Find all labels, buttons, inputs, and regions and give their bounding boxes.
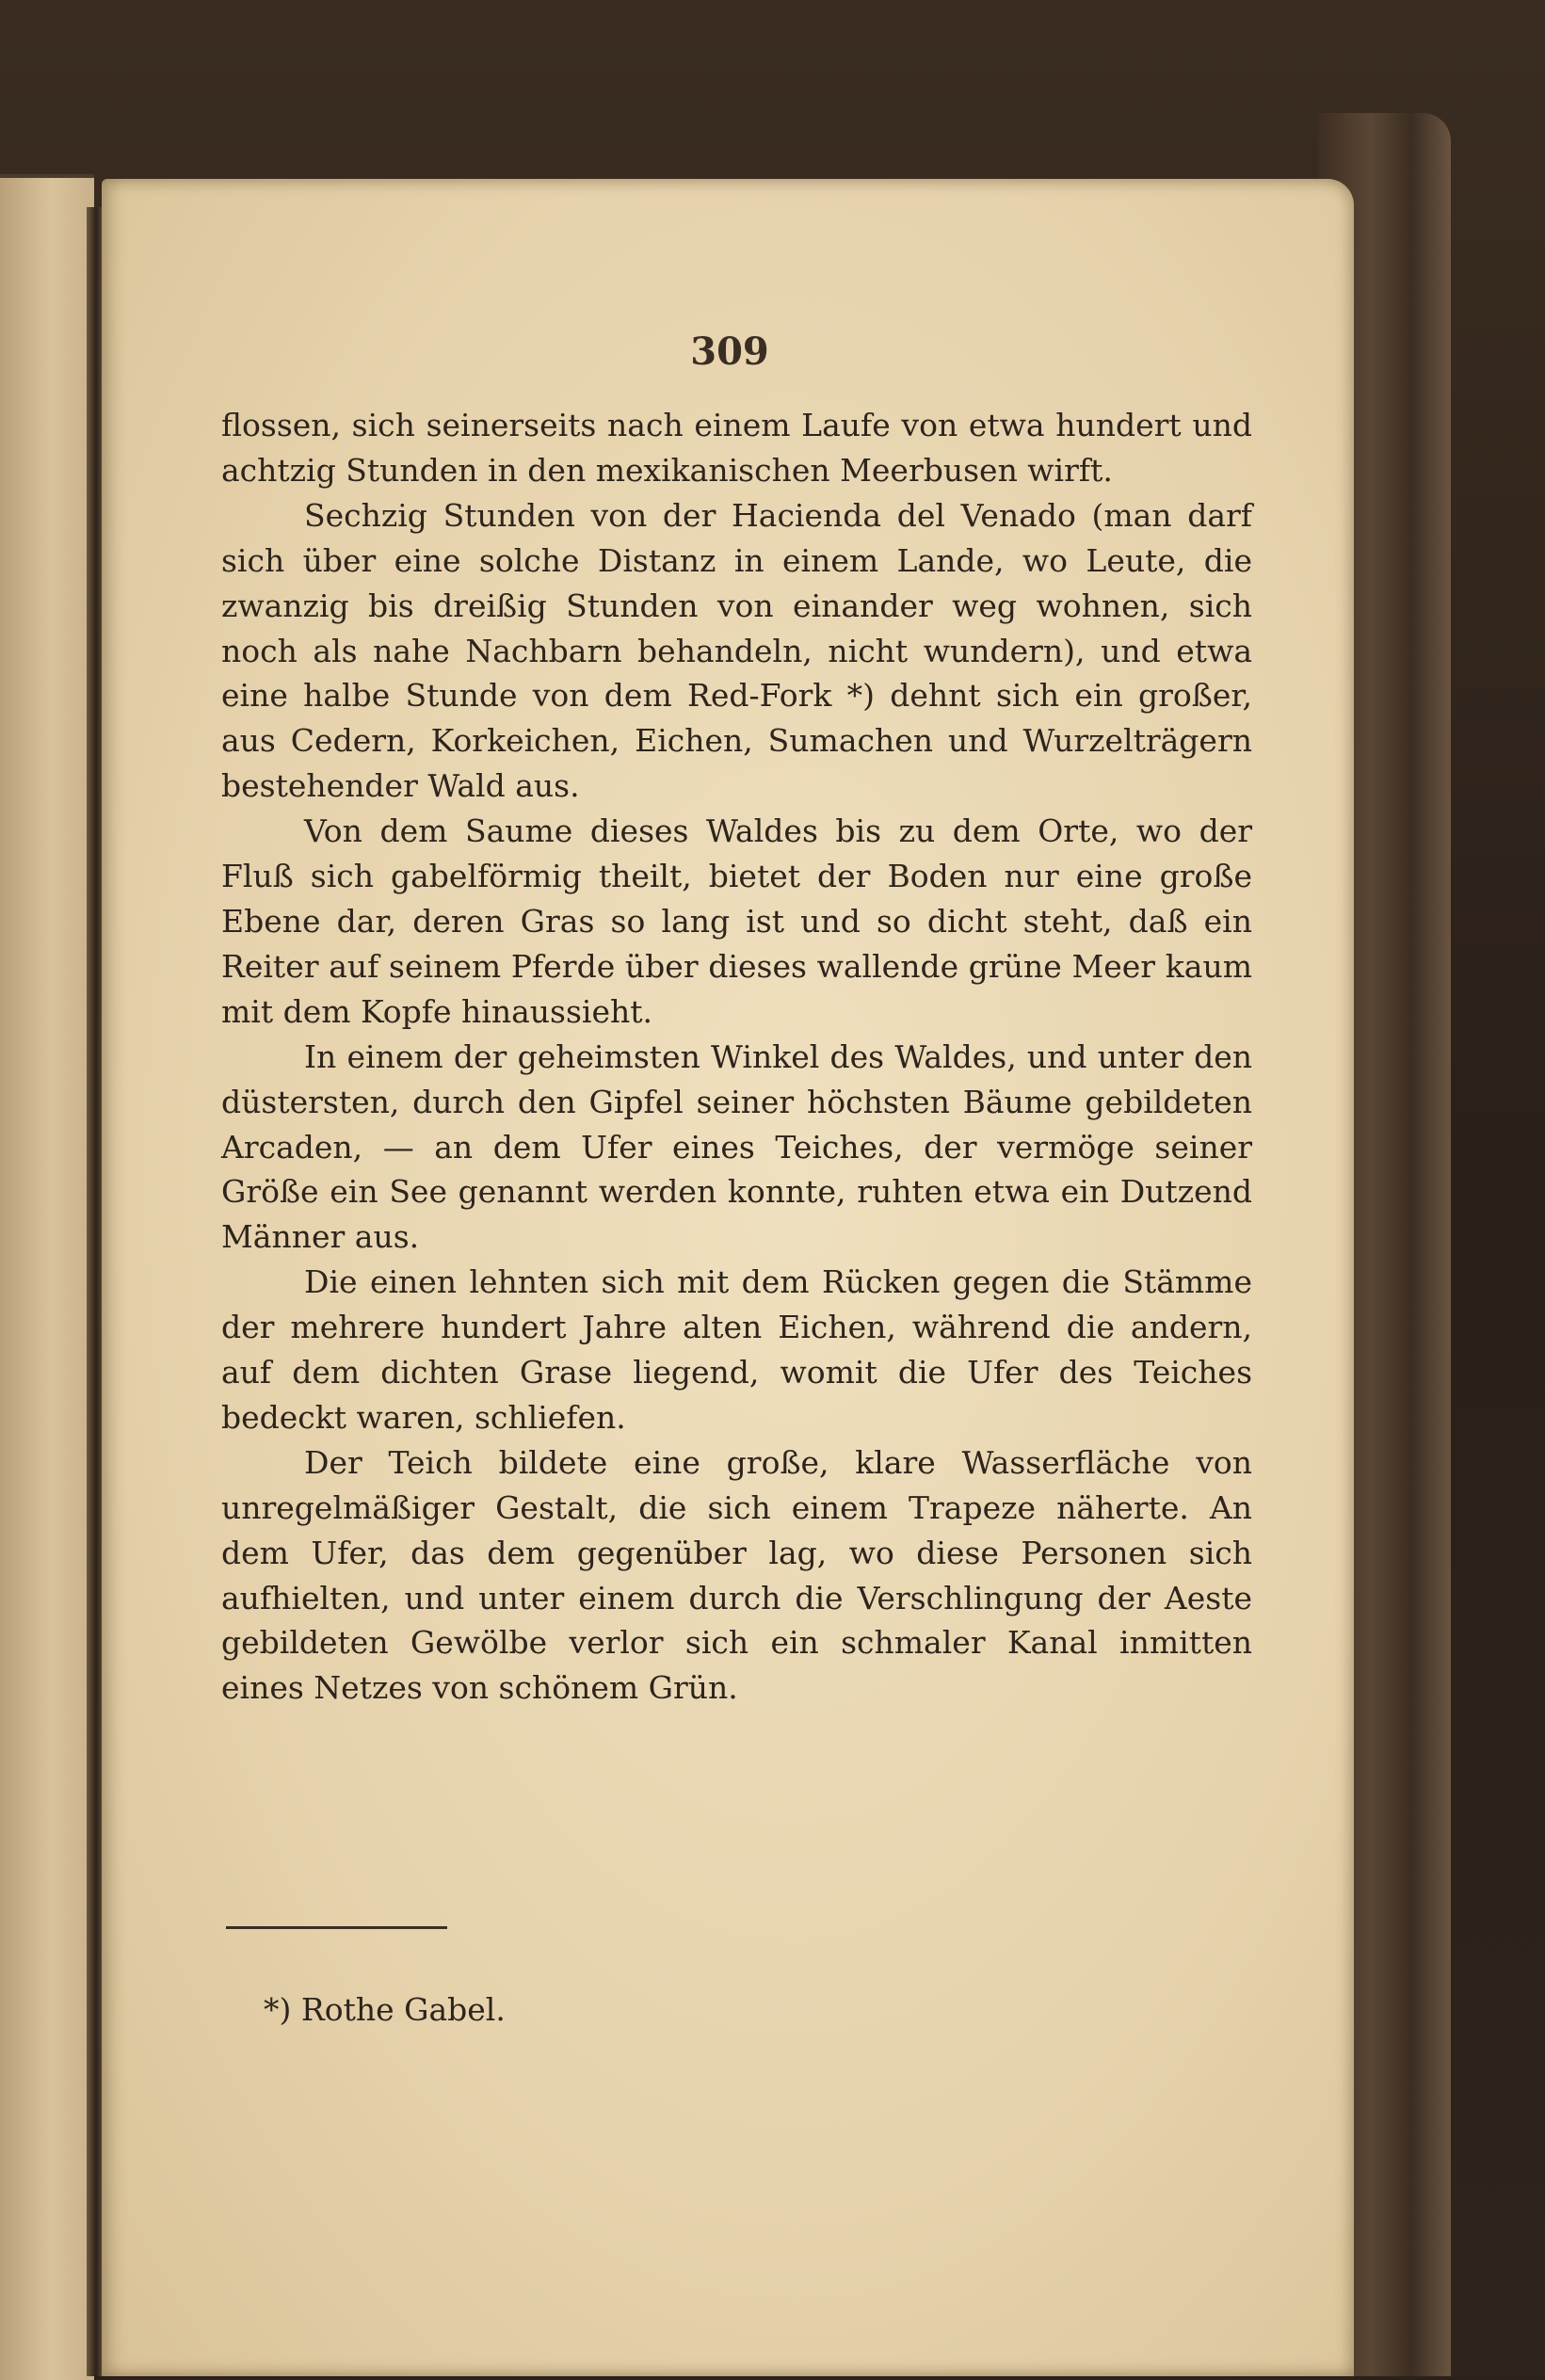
paragraph: Von dem Saume dieses Waldes bis zu dem Orte, wo der Fluß sich gabelförmig theilt, bietet der Boden nur eine große Ebene dar, deren Gras so lang ist und so dicht steht, daß ein Reiter auf seinem Pferde über dieses wallende grüne Meer kaum mit dem Kopfe hinaussieht. [221, 812, 1252, 1030]
footnote-divider [226, 1926, 447, 1929]
paragraph: In einem der geheimsten Winkel des Waldes, und unter den düstersten, durch den Gipfel seiner höchsten Bäume gebildeten Arcaden, — an dem Ufer eines Teiches, der vermöge seiner Größe ein See genannt werden konnte, ruhten etwa ein Dutzend Männer aus. [221, 1037, 1252, 1256]
previous-page-edge [0, 174, 94, 2380]
paragraph: Die einen lehnten sich mit dem Rücken gegen die Stämme der mehrere hundert Jahre alten Eichen, während die andern, auf dem dichten Grase liegend, womit die Ufer des Teiches bedeckt waren, schliefen. [221, 1263, 1252, 1436]
paragraph: Der Teich bildete eine große, klare Wasserfläche von unregelmäßiger Gestalt, die sich einem Trapeze näherte. An dem Ufer, das dem gegenüber lag, wo diese Personen sich aufhielten, und unter einem durch die Verschlingung der Aeste gebildeten Gewölbe verlor sich ein schmaler Kanal inmitten eines Netzes von schönem Grün. [221, 1443, 1252, 1707]
body-text [221, 403, 1252, 1711]
paragraph-continuation: flossen, sich seinerseits nach einem Laufe von etwa hundert und achtzig Stunden in den mexikanischen Meerbusen wirft. [221, 407, 1252, 489]
paragraph: Sechzig Stunden von der Hacienda del Venado (man darf sich über eine solche Distanz in einem Lande, wo Leute, die zwanzig bis dreißig Stunden von einander weg wohnen, sich noch als nahe Nachbarn behandeln, nicht wundern), und etwa eine halbe Stunde von dem Red-Fork *) dehnt sich ein großer, aus Cedern, Korkeichen, Eichen, Sumachen und Wurzelträgern bestehender Wald aus. [221, 496, 1252, 805]
footnote: *) Rothe Gabel. [264, 1991, 506, 2028]
page-number: 309 [690, 330, 769, 374]
